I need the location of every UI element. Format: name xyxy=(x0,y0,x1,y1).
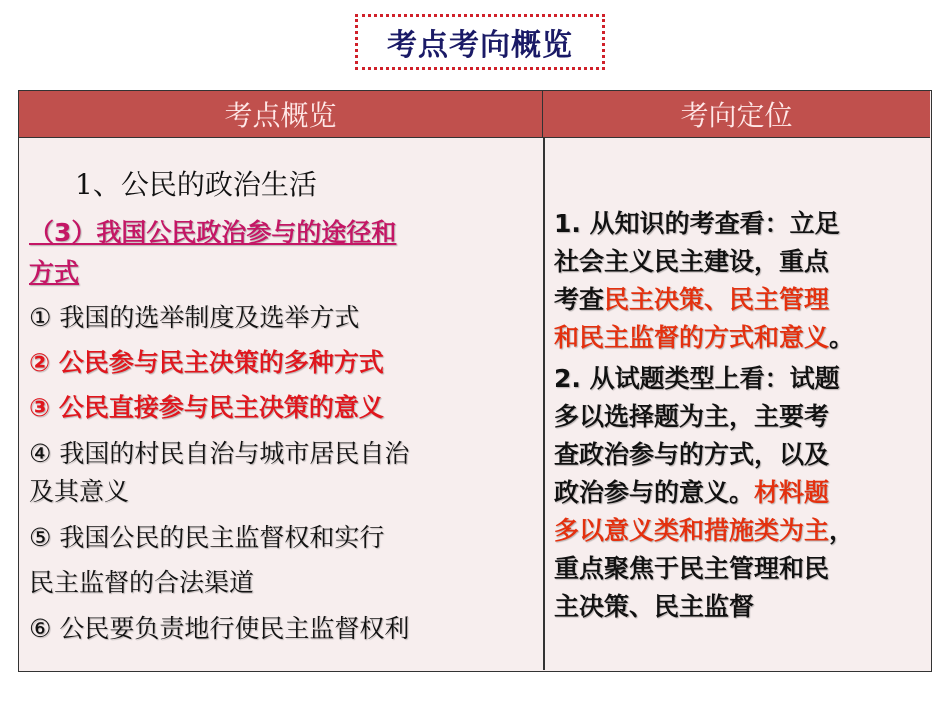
header-right: 考向定位 xyxy=(543,91,930,138)
title-box xyxy=(355,14,605,70)
left-item-3: ③ 公民直接参与民主决策的意义 xyxy=(29,393,384,422)
right-p2-line3: 查政治参与的方式，以及 xyxy=(554,440,830,469)
right-p1-line4-plain: 。 xyxy=(829,323,855,352)
right-p2-line4-highlight: 材料题 xyxy=(754,478,830,507)
column-divider xyxy=(543,138,545,670)
right-p2-line5 xyxy=(554,511,854,547)
page-title: 考点考向概览 xyxy=(387,28,573,63)
left-subtitle-line2: 方式 xyxy=(29,258,80,287)
left-item-6: ⑥ 公民要负责地行使民主监督权利 xyxy=(29,614,410,643)
right-p2-line5-highlight: 多以意义类和措施类为主 xyxy=(554,516,830,545)
left-item-1: ① 我国的选举制度及选举方式 xyxy=(29,303,360,332)
right-p1-line3-plain: 考查 xyxy=(554,285,605,314)
right-p1-line1: 1. 从知识的考查看：立足 xyxy=(554,209,840,238)
overview-table xyxy=(18,90,932,672)
left-item-4-line2: 及其意义 xyxy=(29,477,130,506)
right-p2-line2: 多以选择题为主，主要考 xyxy=(554,402,830,431)
right-p1-line4 xyxy=(554,318,854,354)
header-left: 考点概览 xyxy=(19,91,543,138)
right-p2-line6: 重点聚焦于民主管理和民 xyxy=(554,554,830,583)
left-item-5-line1: ⑤ 我国公民的民主监督权和实行 xyxy=(29,523,385,552)
right-p2-line4 xyxy=(554,473,829,509)
right-p2-line4-plain: 政治参与的意义。 xyxy=(554,478,755,507)
left-item-2: ② 公民参与民主决策的多种方式 xyxy=(29,348,384,377)
right-p1-line3 xyxy=(554,280,829,316)
right-p1-line4-highlight: 和民主监督的方式和意义 xyxy=(554,323,830,352)
right-p1-line3-highlight: 民主决策、民主管理 xyxy=(604,285,830,314)
left-item-4-line1: ④ 我国的村民自治与城市居民自治 xyxy=(29,439,410,468)
right-p2-line5-plain: ， xyxy=(829,516,855,545)
left-item-5-line2: 民主监督的合法渠道 xyxy=(29,568,255,597)
right-p2-line1: 2. 从试题类型上看：试题 xyxy=(554,364,840,393)
right-p2-line7: 主决策、民主监督 xyxy=(554,592,755,621)
left-intro: 1、公民的政治生活 xyxy=(75,168,317,201)
right-p1-line2: 社会主义民主建设，重点 xyxy=(554,247,830,276)
left-subtitle-line1: （3）我国公民政治参与的途径和 xyxy=(29,218,397,247)
